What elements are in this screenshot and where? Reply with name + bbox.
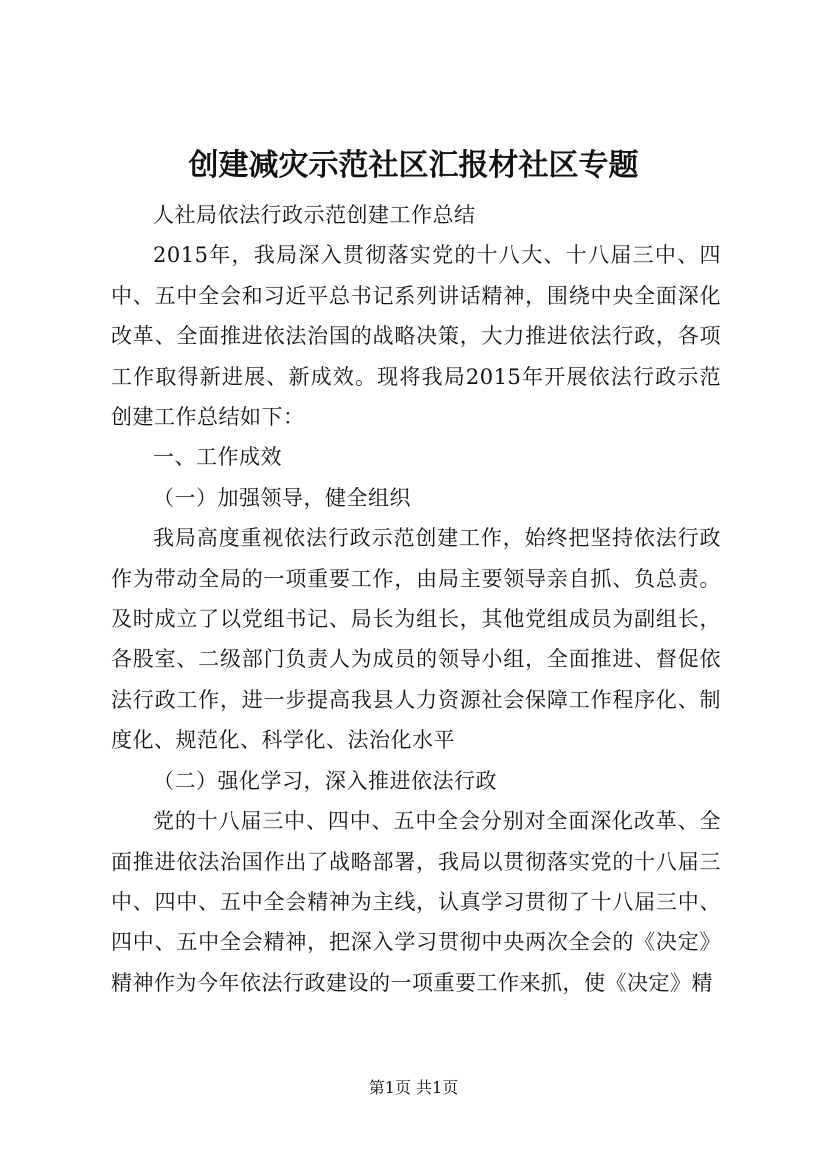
document-body [111, 195, 721, 1003]
page-footer: 第1页 共1页 [368, 1078, 459, 1097]
heading-work-results: 一、工作成效 [153, 445, 282, 470]
document-title: 创建减灾示范社区汇报材社区专题 [188, 148, 639, 183]
paragraph-subtitle: 人社局依法行政示范创建工作总结 [153, 203, 476, 227]
heading-section-1: （一）加强领导，健全组织 [153, 485, 411, 510]
paragraph-intro: 2015年，我局深入贯彻落实党的十八大、十八届三中、四中、五中全会和习近平总书记系列讲话精神，围绕中央全面深化改革、全面推进依法治国的战略决策，大力推进依法行政，各项工作取得新进展、新成效。现将我局2015年开展依法行政示范创建工作总结如下： [111, 243, 721, 430]
heading-section-2: （二）强化学习，深入推进依法行政 [153, 768, 497, 793]
paragraph-section-2: 党的十八届三中、四中、五中全会分别对全面深化改革、全面推进依法治国作出了战略部署，我局以贯彻落实党的十八届三中、四中、五中全会精神为主线，认真学习贯彻了十八届三中、四中、五中全会精神，把深入学习贯彻中央两次全会的《决定》精神作为今年依法行政建设的一项重要工作来抓，使《决定》精 [111, 809, 721, 995]
paragraph-section-1: 我局高度重视依法行政示范创建工作，始终把坚持依法行政作为带动全局的一项重要工作，由局主要领导亲自抓、负总责。及时成立了以党组书记、局长为组长，其他党组成员为副组长，各股室、二级部门负责人为成员的领导小组，全面推进、督促依法行政工作，进一步提高我县人力资源社会保障工作程序化、制度化、规范化、科学化、法治化水平 [111, 526, 721, 753]
